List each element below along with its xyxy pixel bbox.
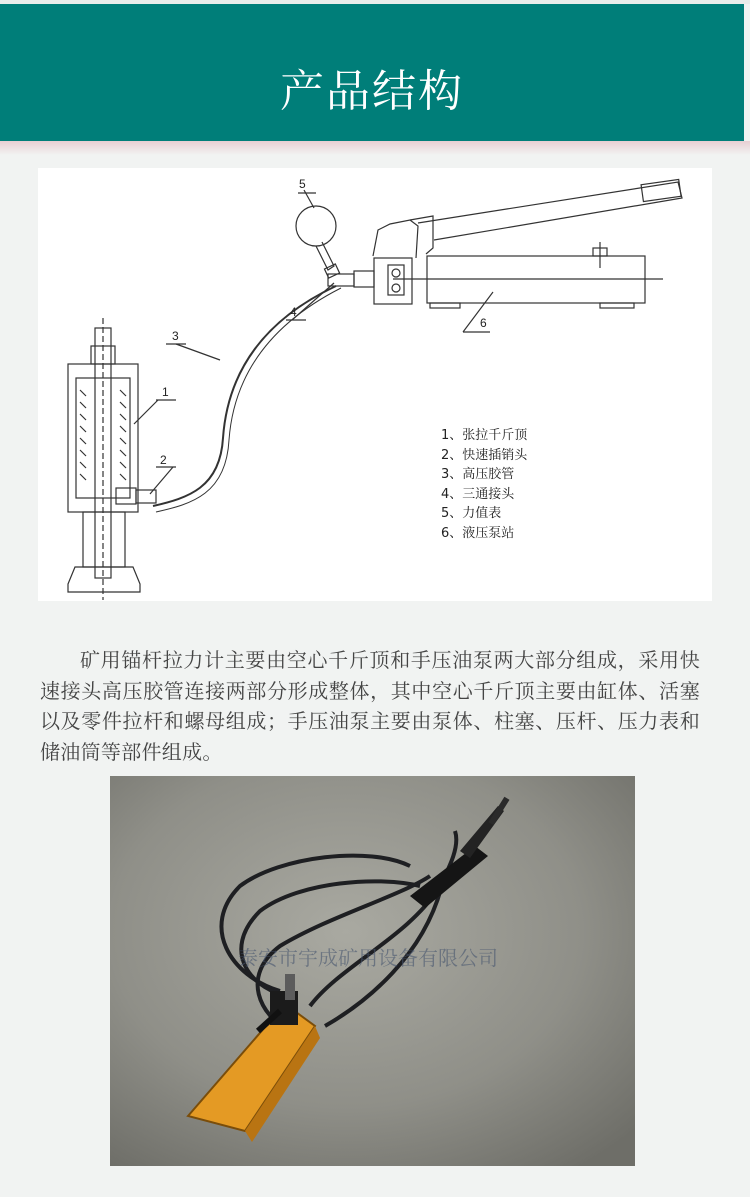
diagram-legend (441, 426, 527, 543)
structure-drawing (38, 168, 712, 601)
structure-diagram (38, 168, 712, 601)
legend-item: 3、高压胶管 (441, 467, 515, 482)
legend-item: 1、张拉千斤顶 (441, 428, 528, 443)
header-shadow (0, 141, 750, 155)
photo-drawing (110, 776, 635, 1166)
product-photo (110, 776, 635, 1166)
section-title: 产品结构 (280, 66, 464, 117)
legend-item: 2、快速插销头 (441, 447, 528, 463)
legend-item: 4、三通接头 (441, 486, 515, 502)
callout-5: 5 (299, 177, 306, 191)
section-header (0, 4, 744, 141)
product-description: 矿用锚杆拉力计主要由空心千斤顶和手压油泵两大部分组成，采用快速接头高压胶管连接两部分形成整体，其中空心千斤顶主要由缸体、活塞以及零件拉杆和螺母组成；手压油泵主要由泵体、柱塞、压杆、压力表和储油筒等部件组成。 (40, 648, 700, 764)
callout-2: 2 (160, 453, 167, 467)
legend-item: 5、力值表 (441, 506, 502, 521)
callout-6: 6 (480, 316, 487, 330)
photo-watermark: 泰安市宇成矿用设备有限公司 (238, 946, 498, 970)
gauge (296, 206, 336, 246)
callout-3: 3 (172, 329, 179, 343)
callout-1: 1 (162, 385, 169, 399)
legend-item: 6、液压泵站 (441, 525, 515, 541)
callout-4: 4 (290, 305, 297, 319)
